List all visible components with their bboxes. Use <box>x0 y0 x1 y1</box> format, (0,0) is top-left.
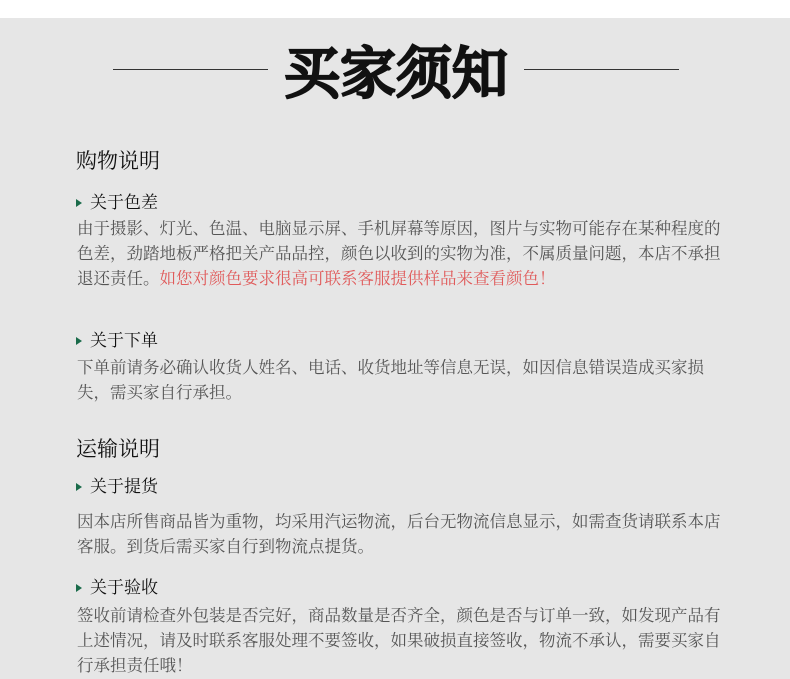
item-heading-label: 关于下单 <box>90 331 158 351</box>
item-heading-label: 关于验收 <box>90 578 158 598</box>
triangle-bullet-icon <box>76 483 82 491</box>
triangle-bullet-icon <box>76 337 82 345</box>
item-text-ordering: 下单前请务必确认收货人姓名、电话、收货地址等信息无误，如因信息错误造成买家损失，需买家自行承担。 <box>77 358 704 402</box>
section-title-shopping: 购物说明 <box>76 149 160 173</box>
item-body-text: 由于摄影、灯光、色温、电脑显示屏、手机屏幕等原因，图片与实物可能存在某种程度的色差，劲踏地板严格把关产品品控，颜色以收到的实物为准，不属质量问题，本店不承担退还责任。 <box>77 219 721 288</box>
highlight-text: 如您对颜色要求很高可联系客服提供样品来查看颜色！ <box>159 269 556 288</box>
triangle-bullet-icon <box>76 199 82 207</box>
item-heading-label: 关于色差 <box>90 193 158 213</box>
item-text-inspection: 签收前请检查外包装是否完好，商品数量是否齐全，颜色是否与订单一致，如发现产品有上述情况，请及时联系客服处理不要签收，如果破损直接签收，物流不承认，需要买家自行承担责任哦！ <box>77 606 721 675</box>
section-title-shipping: 运输说明 <box>76 437 160 461</box>
item-heading-color-difference <box>76 192 158 214</box>
item-heading-pickup <box>76 476 158 498</box>
title-divider-left <box>113 69 268 70</box>
item-heading-ordering <box>76 330 158 352</box>
title-divider-right <box>524 69 679 70</box>
page-title: 买家须知 <box>284 42 508 107</box>
triangle-bullet-icon <box>76 584 82 592</box>
item-heading-label: 关于提货 <box>90 477 158 497</box>
item-text-color-difference <box>77 216 727 291</box>
item-heading-inspection <box>76 577 158 599</box>
item-text-pickup: 因本店所售商品皆为重物，均采用汽运物流，后台无物流信息显示，如需查货请联系本店客服。到货后需买家自行到物流点提货。 <box>77 512 721 556</box>
